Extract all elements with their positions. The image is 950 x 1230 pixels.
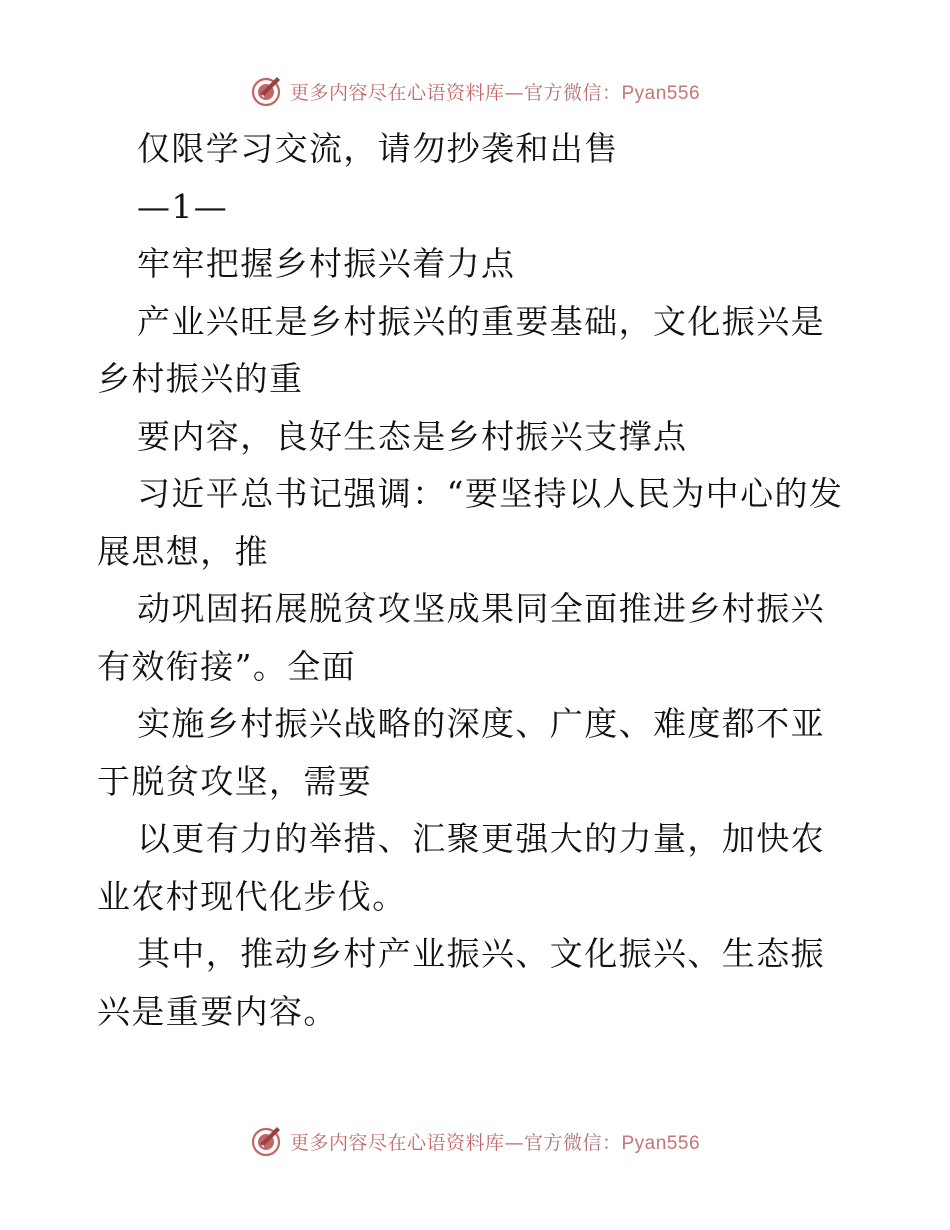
header-banner <box>0 71 950 111</box>
paragraph: 习近平总书记强调：“要坚持以人民为中心的发展思想，推 <box>97 474 844 571</box>
footer-banner-text <box>290 1128 700 1155</box>
banner-id: Pyan556 <box>621 82 701 104</box>
notice-line: 仅限学习交流，请勿抄袭和出售 <box>137 129 619 168</box>
page-number: —1— <box>137 186 229 226</box>
banner-subtext: 官方微信： <box>523 81 622 104</box>
paragraph: 实施乡村振兴战略的深度、广度、难度都不亚于脱贫攻坚，需要 <box>97 704 825 801</box>
banner-separator: — <box>504 1131 524 1154</box>
paragraph: 其中，推动乡村产业振兴、文化振兴、生态振兴是重要内容。 <box>97 934 825 1031</box>
paragraph: 以更有力的举措、汇聚更强大的力量，加快农业农村现代化步伐。 <box>97 819 825 916</box>
paragraph: 要内容，良好生态是乡村振兴支撑点 <box>137 416 688 456</box>
banner-subtext: 官方微信： <box>523 1131 622 1154</box>
pen-nib-logo-icon <box>250 1123 286 1159</box>
header-banner-inner <box>250 73 700 109</box>
header-banner-text <box>290 78 700 105</box>
banner-title: 更多内容尽在心语资料库 <box>289 1131 505 1154</box>
paragraph: 产业兴旺是乡村振兴的重要基础，文化振兴是乡村振兴的重 <box>97 301 825 398</box>
footer-banner-inner <box>250 1123 700 1159</box>
footer-banner <box>0 1121 950 1161</box>
pen-nib-logo-icon <box>250 73 286 109</box>
document-body <box>97 120 857 1040</box>
banner-title: 更多内容尽在心语资料库 <box>289 81 505 104</box>
paragraph: 动巩固拓展脱贫攻坚成果同全面推进乡村振兴有效衔接”。全面 <box>97 589 825 686</box>
banner-id: Pyan556 <box>621 1132 701 1154</box>
banner-separator: — <box>504 81 524 104</box>
section-heading: 牢牢把握乡村振兴着力点 <box>137 244 516 283</box>
